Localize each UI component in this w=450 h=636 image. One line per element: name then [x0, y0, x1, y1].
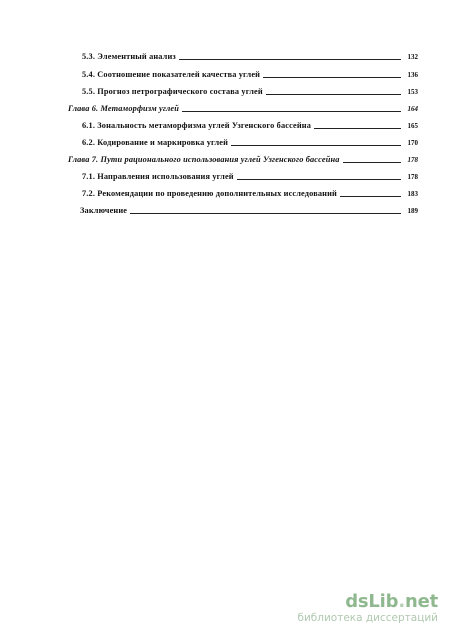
- toc-leader-line: [237, 179, 401, 180]
- toc-chapter-7: [68, 151, 418, 165]
- toc-entry-label: 5.4. Соотношение показателей качества углей: [82, 70, 261, 79]
- toc-entry-6-2: [68, 134, 418, 148]
- toc-entry-5-3: [68, 48, 418, 62]
- toc-leader-line: [343, 162, 401, 163]
- toc-entry-label: 5.3. Элементный анализ: [82, 52, 176, 61]
- toc-entry-page: 132: [407, 53, 418, 61]
- watermark-brand-dot: .: [398, 591, 405, 612]
- toc-entry-label: 7.2. Рекомендации по проведению дополнительных исследований: [82, 189, 337, 198]
- toc-entry-7-2: [68, 185, 418, 199]
- watermark-brand-tld: net: [404, 591, 438, 612]
- toc-entry-page: 178: [407, 156, 418, 164]
- toc-entry-label: 6.2. Кодирование и маркировка углей: [82, 138, 229, 147]
- toc-chapter-6: [68, 100, 418, 114]
- toc-leader-line: [266, 94, 401, 95]
- toc-entry-page: 170: [407, 139, 418, 147]
- toc-entry-page: 183: [407, 190, 418, 198]
- toc-entry-page: 153: [407, 88, 418, 96]
- toc-entry-label: 5.5. Прогноз петрографического состава углей: [82, 87, 263, 96]
- toc-leader-line: [340, 196, 401, 197]
- toc-entry-page: 189: [407, 207, 418, 215]
- toc-leader-line: [314, 128, 401, 129]
- toc-entry-6-1: [68, 117, 418, 131]
- toc-entry-page: 165: [407, 122, 418, 130]
- toc-leader-line: [130, 213, 401, 214]
- toc-entry-page: 178: [407, 173, 418, 181]
- toc-entry-5-5: [68, 83, 418, 97]
- toc-entry-label: 7.1. Направления использования углей: [82, 172, 234, 181]
- toc-entry-label: Заключение: [80, 206, 128, 215]
- toc-entry-page: 164: [407, 105, 418, 113]
- toc-entry-conclusion: [68, 202, 418, 216]
- toc-leader-line: [263, 77, 401, 78]
- toc-chapter-label: Глава 6. Метаморфизм углей: [68, 104, 179, 113]
- toc-leader-line: [231, 145, 401, 146]
- watermark-subtitle: библиотека диссертаций: [297, 612, 438, 624]
- watermark-brand-name: dsLib: [345, 591, 399, 612]
- watermark-brand: [278, 592, 438, 612]
- toc-entry-label: 6.1. Зональность метаморфизма углей Узгенского бассейна: [82, 121, 311, 130]
- toc-entry-page: 136: [407, 71, 418, 79]
- toc-entry-5-4: [68, 66, 418, 80]
- toc-leader-line: [182, 111, 401, 112]
- toc-chapter-label: Глава 7. Пути рационального использования углей Узгенского бассейна: [68, 155, 340, 164]
- dslib-watermark: [278, 592, 438, 628]
- toc-entry-7-1: [68, 168, 418, 182]
- toc-leader-line: [179, 59, 401, 60]
